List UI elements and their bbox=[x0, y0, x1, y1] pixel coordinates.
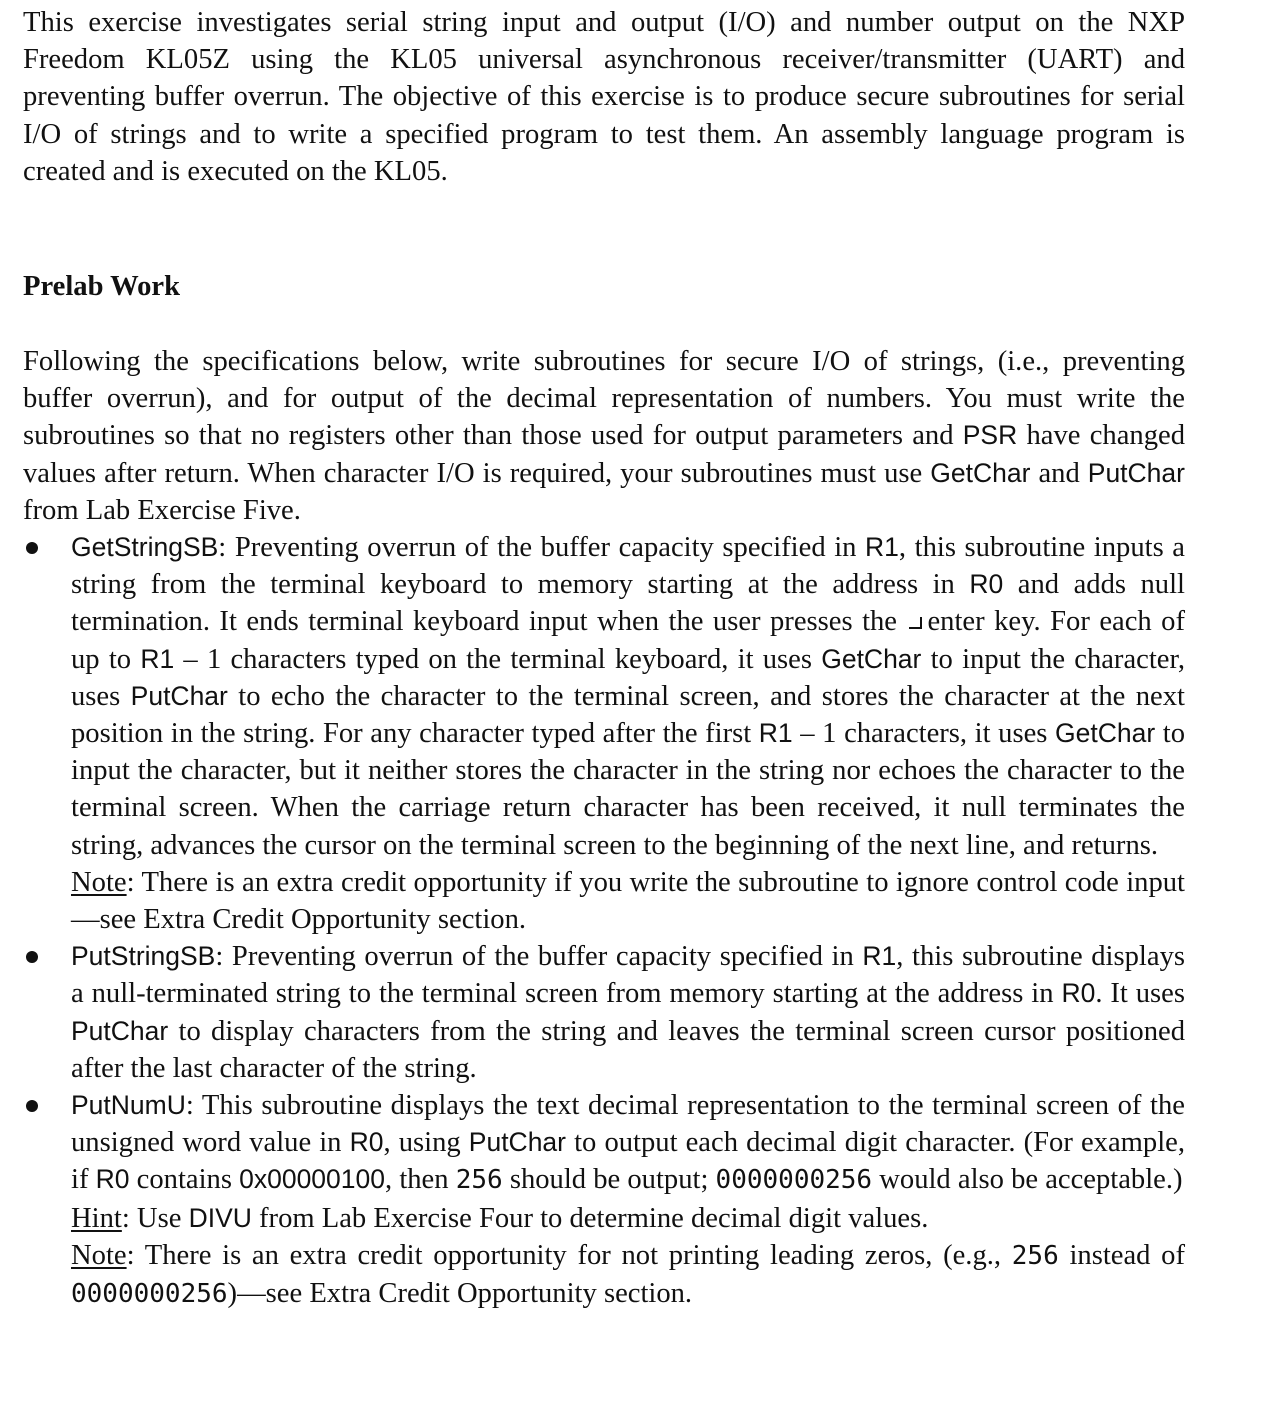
spec-text: enter key. For each of up to bbox=[71, 606, 1185, 675]
putchar-ref: PutChar bbox=[130, 680, 228, 711]
bullet-icon bbox=[26, 542, 38, 554]
spec-text: – 1 characters, it uses bbox=[792, 718, 1056, 750]
spec-putnumu-text bbox=[71, 1087, 1185, 1313]
spec-item-putstringsb bbox=[23, 938, 1185, 1087]
r0-register: R0 bbox=[969, 569, 1004, 600]
prelab-heading: Prelab Work bbox=[23, 271, 181, 303]
bullet-icon bbox=[26, 951, 38, 963]
intro-paragraph: This exercise investigates serial string input and output (I/O) and number output on the NXP Freedom KL05Z using the KL05 universal asynchronous receiver/transmitter (UART) and preventing buffer overrun. The objective of this exercise is to produce secure subroutines for serial I/O of strings and to write a specified program to test them. An assembly language program is created and is executed on the KL05. bbox=[23, 7, 1185, 187]
r0-register: R0 bbox=[349, 1127, 384, 1158]
note-text: : There is an extra credit opportunity for not printing leading zeros, (e.g., bbox=[126, 1239, 1012, 1271]
hex-value: 0x00000100 bbox=[239, 1164, 386, 1195]
prelab-text-a: Following the specifications below, write subroutines for secure I/O of strings, (i.e., preventing buffer overrun), and for output of the decimal representation of numbers. You must write the subroutines so that no registers other than those used for output parameters and bbox=[23, 346, 1185, 452]
document-page bbox=[23, 4, 1185, 1313]
spec-text: : Preventing overrun of the buffer capacity specified in bbox=[215, 941, 863, 973]
r1-register: R1 bbox=[758, 718, 793, 749]
decimal-output-example: 256 bbox=[1011, 1240, 1059, 1271]
spec-text: would also be acceptable.) bbox=[872, 1164, 1183, 1196]
spec-text: to echo the character to the terminal screen, and stores the character at the next position in the string. For any character typed after the first bbox=[71, 680, 1185, 750]
bullet-icon bbox=[26, 1100, 38, 1112]
spec-putstringsb-text bbox=[71, 938, 1185, 1087]
note-text: instead of bbox=[1058, 1239, 1185, 1271]
prelab-text-c: from Lab Exercise Five. bbox=[23, 494, 301, 526]
r1-register: R1 bbox=[865, 532, 899, 563]
note-text: : There is an extra credit opportunity if you write the subroutine to ignore control code input—see Extra Credit Opportunity section. bbox=[71, 866, 1185, 936]
spec-item-putnumu bbox=[23, 1087, 1185, 1313]
spec-text: to input the character, uses bbox=[71, 643, 1186, 712]
hint-text: : Use bbox=[121, 1202, 189, 1234]
spec-text: to output each decimal digit character. (For example, if bbox=[71, 1127, 1185, 1196]
getchar-ref: GetChar bbox=[930, 457, 1031, 488]
spec-text: : Preventing overrun of the buffer capacity specified in bbox=[218, 532, 866, 564]
getchar-ref: GetChar bbox=[821, 643, 922, 674]
spec-getstringsb-text bbox=[71, 529, 1185, 938]
hint-label: Hint bbox=[71, 1202, 122, 1234]
psr-register: PSR bbox=[962, 420, 1018, 451]
divu-ref: DIVU bbox=[188, 1202, 252, 1233]
note-label: Note bbox=[71, 866, 127, 898]
spec-text: , using bbox=[383, 1127, 469, 1159]
prelab-and: and bbox=[1030, 457, 1088, 489]
spec-text: – 1 characters typed on the terminal keyboard, it uses bbox=[174, 643, 822, 675]
spec-item-getstringsb bbox=[23, 529, 1185, 938]
decimal-output-example: 256 bbox=[455, 1165, 503, 1196]
putstringsb-name: PutStringSB bbox=[71, 941, 216, 972]
subroutine-spec-list bbox=[23, 529, 1185, 1313]
spec-text: . It uses bbox=[1095, 978, 1185, 1010]
note-text: )—see Extra Credit Opportunity section. bbox=[227, 1278, 693, 1310]
r1-register: R1 bbox=[862, 941, 897, 972]
spec-text: , this subroutine displays a null-terminated string to the terminal screen from memory starting at the address in bbox=[71, 941, 1185, 1010]
r0-register: R0 bbox=[1061, 978, 1096, 1009]
spec-text: and adds null termination. It ends terminal keyboard input when the user presses the bbox=[71, 569, 1185, 638]
prelab-text-b: have changed values after return. When character I/O is required, your subroutines must use bbox=[23, 420, 1185, 489]
spec-text: : This subroutine displays the text decimal representation to the terminal screen of the unsigned word value in bbox=[71, 1090, 1185, 1159]
spec-text: should be output; bbox=[502, 1164, 716, 1196]
getchar-ref: GetChar bbox=[1055, 718, 1156, 749]
note-label: Note bbox=[71, 1239, 127, 1271]
hint-text: from Lab Exercise Four to determine decimal digit values. bbox=[251, 1202, 929, 1234]
spec-text: , then bbox=[385, 1164, 456, 1196]
padded-output-example: 0000000256 bbox=[71, 1279, 228, 1310]
enter-key-icon bbox=[909, 617, 923, 629]
prelab-paragraph bbox=[23, 343, 1185, 529]
r1-register: R1 bbox=[140, 643, 175, 674]
spec-text: contains bbox=[129, 1164, 240, 1196]
putnumu-name: PutNumU bbox=[71, 1090, 186, 1121]
r0-register: R0 bbox=[95, 1164, 130, 1195]
spec-text: to display characters from the string and leaves the terminal screen cursor positioned after the last character of the string. bbox=[71, 1015, 1185, 1084]
spec-text: , this subroutine inputs a string from the terminal keyboard to memory starting at the address in bbox=[71, 532, 1185, 601]
getstringsb-name: GetStringSB bbox=[71, 532, 219, 563]
putchar-ref: PutChar bbox=[71, 1015, 169, 1046]
spec-text: to input the character, but it neither stores the character in the string nor echoes the character to the terminal screen. When the carriage return character has been received, it null terminates the string, advances the cursor on the terminal screen to the beginning of the next line, and returns. bbox=[71, 718, 1186, 861]
putchar-ref: PutChar bbox=[1087, 457, 1185, 488]
putchar-ref: PutChar bbox=[468, 1127, 566, 1158]
padded-output-example: 0000000256 bbox=[715, 1165, 873, 1196]
